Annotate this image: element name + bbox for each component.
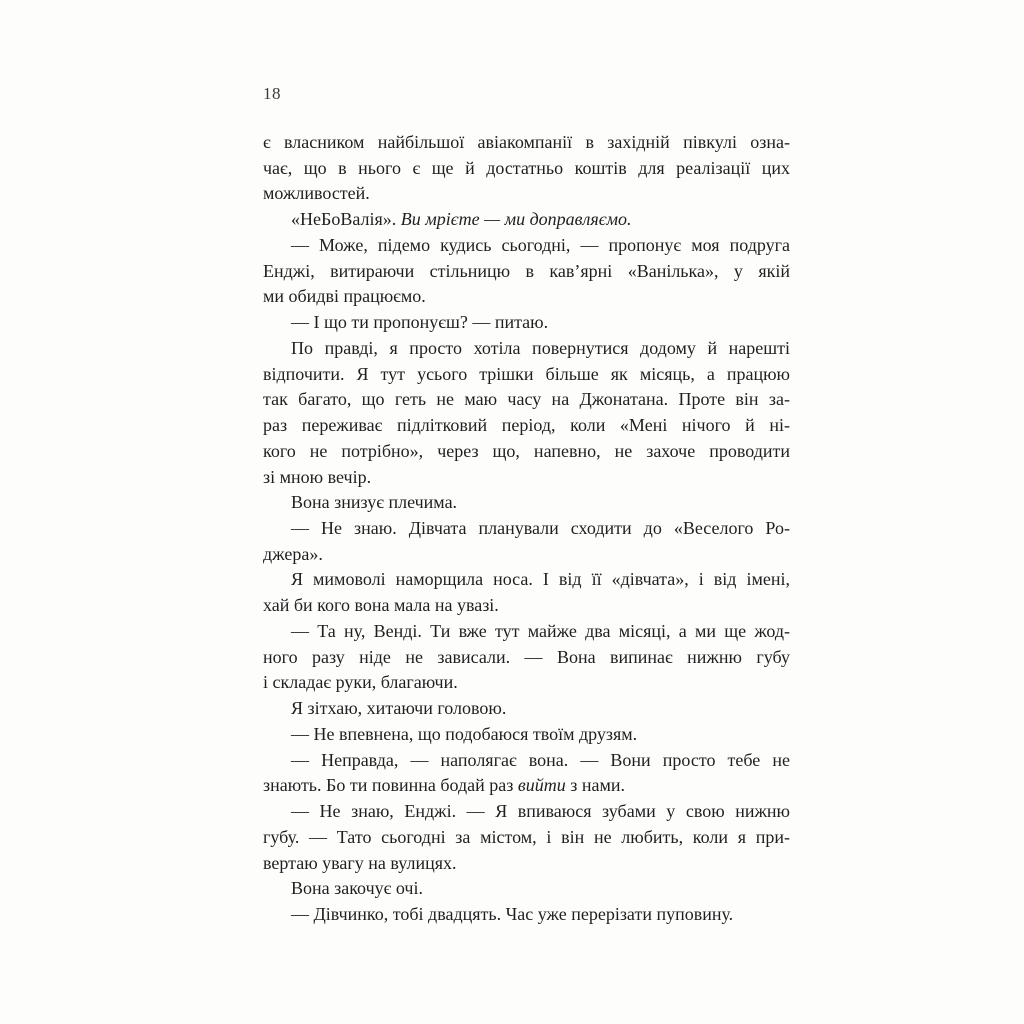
page-number: 18: [263, 84, 281, 103]
text-line: [263, 825, 790, 851]
text-line: [263, 722, 790, 748]
text-line: [263, 542, 790, 568]
text-segment: Я мимоволі наморщила носа. І від її «дівчата», і від імені,: [291, 569, 790, 590]
text-segment: ного разу ніде не зависали. — Вона випинає нижню губу: [263, 646, 790, 667]
text-segment: хай би кого вона мала на увазі.: [263, 595, 499, 616]
text-segment: Вона закочує очі.: [291, 878, 423, 899]
text-line: [263, 490, 790, 516]
text-line: [263, 902, 790, 928]
text-line: [263, 362, 790, 388]
text-line: [263, 310, 790, 336]
paragraph: [263, 310, 790, 336]
text-segment: джера».: [263, 543, 323, 564]
text-segment: — Неправда, — наполягає вона. — Вони просто тебе не: [291, 749, 790, 770]
text-line: [263, 336, 790, 362]
text-line: [263, 773, 790, 799]
paragraph: [263, 876, 790, 902]
paragraph: [263, 490, 790, 516]
text-line: [263, 181, 790, 207]
text-segment: — Та ну, Венді. Ти вже тут майже два місяці, а ми ще жод-: [291, 620, 790, 641]
italic-text: Ви мрієте — ми доправляємо.: [400, 209, 632, 230]
paragraph: [263, 516, 790, 567]
paragraph: [263, 567, 790, 618]
text-line: [263, 130, 790, 156]
text-line: [263, 207, 790, 233]
text-line: [263, 387, 790, 413]
paragraph: [263, 336, 790, 490]
paragraph: [263, 722, 790, 748]
text-segment: чає, що в нього є ще й достатньо коштів для реалізації цих: [263, 157, 790, 178]
text-segment: — Може, підемо кудись сьогодні, — пропонує моя подруга: [291, 234, 790, 255]
text-line: [263, 284, 790, 310]
text-line: [263, 233, 790, 259]
text-segment: знають. Бо ти повинна бодай раз: [263, 775, 518, 796]
text-line: [263, 567, 790, 593]
text-segment: раз переживає підлітковий період, коли «Мені нічого й ні-: [263, 415, 790, 436]
text-segment: так багато, що геть не маю часу на Джонатана. Проте він за-: [263, 389, 790, 410]
text-segment: Я зітхаю, хитаючи головою.: [291, 698, 507, 719]
text-segment: і складає руки, благаючи.: [263, 672, 458, 693]
paragraph: [263, 799, 790, 876]
text-line: [263, 593, 790, 619]
text-line: [263, 696, 790, 722]
text-block: [263, 130, 790, 928]
text-segment: По правді, я просто хотіла повернутися додому й нарешті: [291, 337, 790, 358]
text-segment: можливостей.: [263, 183, 370, 204]
text-line: [263, 670, 790, 696]
paragraph: [263, 748, 790, 799]
text-segment: «НеБоВалія».: [291, 209, 401, 230]
paragraph: [263, 619, 790, 696]
text-segment: кого не потрібно», через що, напевно, не захоче проводити: [263, 440, 790, 461]
text-segment: — Не впевнена, що подобаюся твоїм друзям.: [291, 723, 638, 744]
text-segment: — Не знаю, Енджі. — Я впиваюся зубами у свою нижню: [291, 801, 790, 822]
paragraph: [263, 207, 790, 233]
text-line: [263, 851, 790, 877]
text-segment: з нами.: [565, 775, 625, 796]
paragraph: [263, 233, 790, 310]
italic-text: вийти: [517, 775, 566, 796]
text-line: [263, 516, 790, 542]
paragraph: [263, 902, 790, 928]
text-segment: — І що ти пропонуєш? — питаю.: [291, 312, 549, 333]
text-line: [263, 439, 790, 465]
text-segment: Вона знизує плечима.: [291, 492, 458, 513]
text-line: [263, 259, 790, 285]
text-line: [263, 876, 790, 902]
text-segment: — Не знаю. Дівчата планували сходити до «Веселого Ро-: [291, 518, 790, 539]
text-line: [263, 465, 790, 491]
text-line: [263, 799, 790, 825]
text-line: [263, 619, 790, 645]
text-segment: вертаю увагу на вулицях.: [263, 852, 457, 873]
text-segment: ми обидві працюємо.: [263, 286, 426, 307]
text-segment: Енджі, витираючи стільницю в кав’ярні «Ванілька», у якій: [263, 260, 790, 281]
text-line: [263, 748, 790, 774]
text-line: [263, 413, 790, 439]
text-segment: є власником найбільшої авіакомпанії в західній півкулі озна-: [263, 132, 790, 152]
text-segment: губу. — Тато сьогодні за містом, і він не любить, коли я при-: [263, 826, 790, 847]
text-line: [263, 156, 790, 182]
paragraph: [263, 130, 790, 207]
text-line: [263, 645, 790, 671]
text-segment: — Дівчинко, тобі двадцять. Час уже перерізати пуповину.: [291, 904, 734, 925]
text-segment: зі мною вечір.: [263, 466, 372, 487]
paragraph: [263, 696, 790, 722]
text-segment: відпочити. Я тут усього трішки більше як місяць, а працюю: [263, 363, 790, 384]
